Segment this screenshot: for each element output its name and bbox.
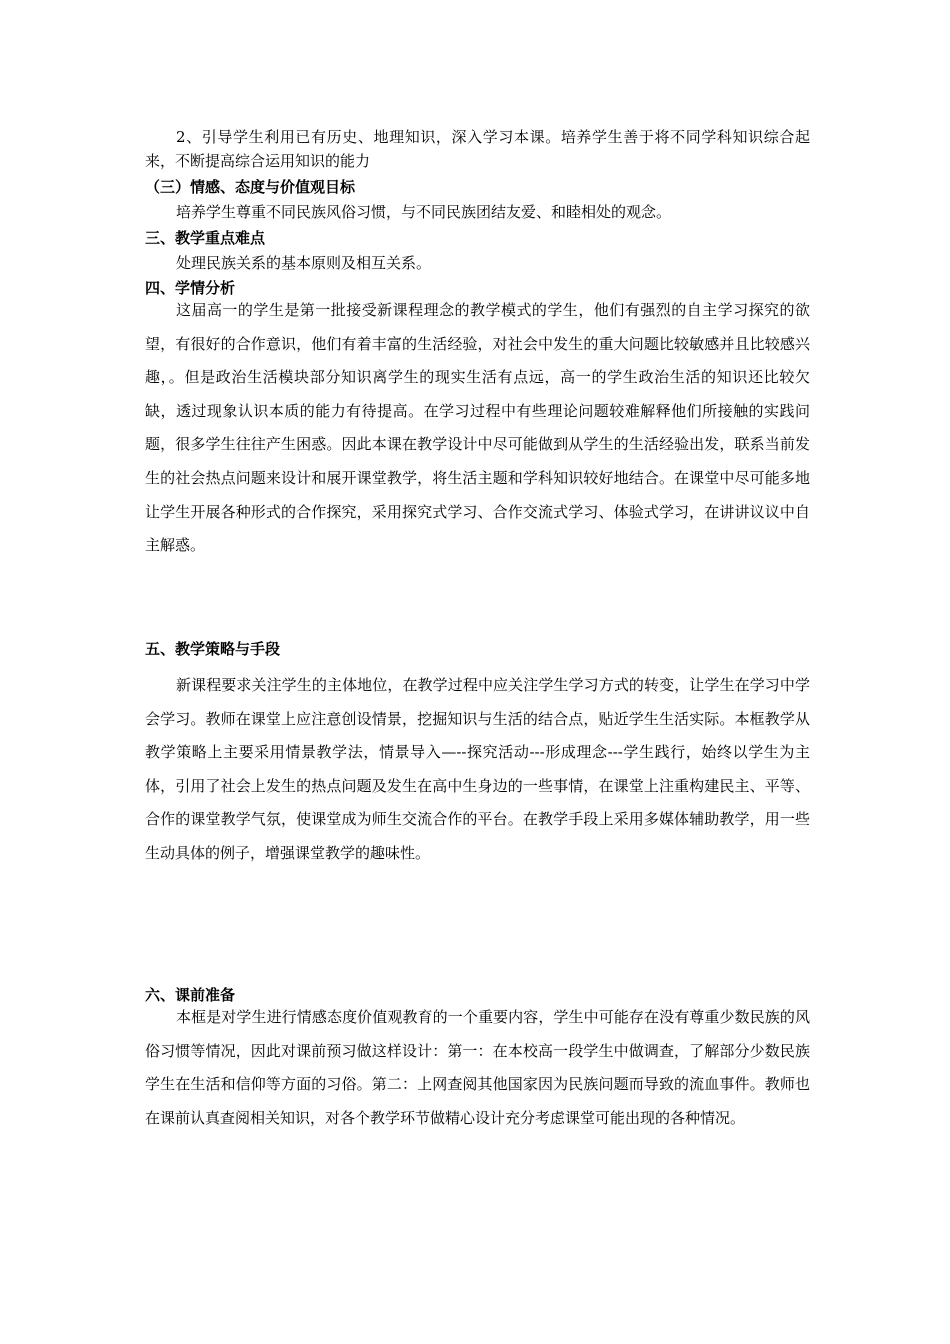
section-5-paragraph: 新课程要求关注学生的主体地位，在教学过程中应关注学生学习方式的转变，让学生在学习中学会学习。教师在课堂上应注意创设情景，挖掘知识与生活的结合点，贴近学生生活实际。本框教学从教学策略上主要采用情景教学法，情景导入—--探究活动---形成理念---学生践行，始终以学生为主体，引用了社会上发生的热点问题及发生在高中生身边的一些事情，在课堂上注重构建民主、平等、合作的课堂教学气氛，使课堂成为师生交流合作的平台。在教学手段上采用多媒体辅助教学，用一些生动具体的例子，增强课堂教学的趣味性。 [145, 676, 810, 862]
section-4-heading: 四、学情分析 [145, 279, 236, 297]
objective-3-paragraph: 培养学生尊重不同民族风俗习惯，与不同民族团结友爱、和睦相处的观念。 [176, 203, 672, 221]
objective-2-paragraph: 2、引导学生利用已有历史、地理知识，深入学习本课。培养学生善于将不同学科知识综合起来，不断提高综合运用知识的能力 [145, 128, 810, 170]
section-4-paragraph: 这届高一的学生是第一批接受新课程理念的教学模式的学生，他们有强烈的自主学习探究的欲望，有很好的合作意识，他们有着丰富的生活经验，对社会中发生的重大问题比较敏感并且比较感兴趣，。但是政治生活模块部分知识离学生的现实生活有点远，高一的学生政治生活的知识还比较欠缺，透过现象认识本质的能力有待提高。在学习过程中有些理论问题较难解释他们所接触的实践问题，很多学生往往产生困惑。因此本课在教学设计中尽可能做到从学生的生活经验出发，联系当前发生的社会热点问题来设计和展开课堂教学，将生活主题和学科知识较好地结合。在课堂中尽可能多地让学生开展各种形式的合作探究，采用探究式学习、合作交流式学习、体验式学习，在讲讲议议中自主解惑。 [145, 301, 810, 555]
section-6-paragraph: 本框是对学生进行情感态度价值观教育的一个重要内容，学生中可能存在没有尊重少数民族的风俗习惯等情况，因此对课前预习做这样设计：第一：在本校高一段学生中做调查，了解部分少数民族学生在生活和信仰等方面的习俗。第二：上网查阅其他国家因为民族问题而导致的流血事件。教师也在课前认真查阅相关知识，对各个教学环节做精心设计充分考虑课堂可能出现的各种情况。 [145, 1008, 810, 1127]
section-3-paragraph: 处理民族关系的基本原则及相互关系。 [176, 254, 432, 272]
section-3-heading: 三、教学重点难点 [145, 229, 266, 247]
section-5-heading: 五、教学策略与手段 [145, 640, 281, 658]
section-6-heading: 六、课前准备 [145, 986, 236, 1004]
objective-3-heading: （三）情感、态度与价值观目标 [145, 178, 356, 196]
